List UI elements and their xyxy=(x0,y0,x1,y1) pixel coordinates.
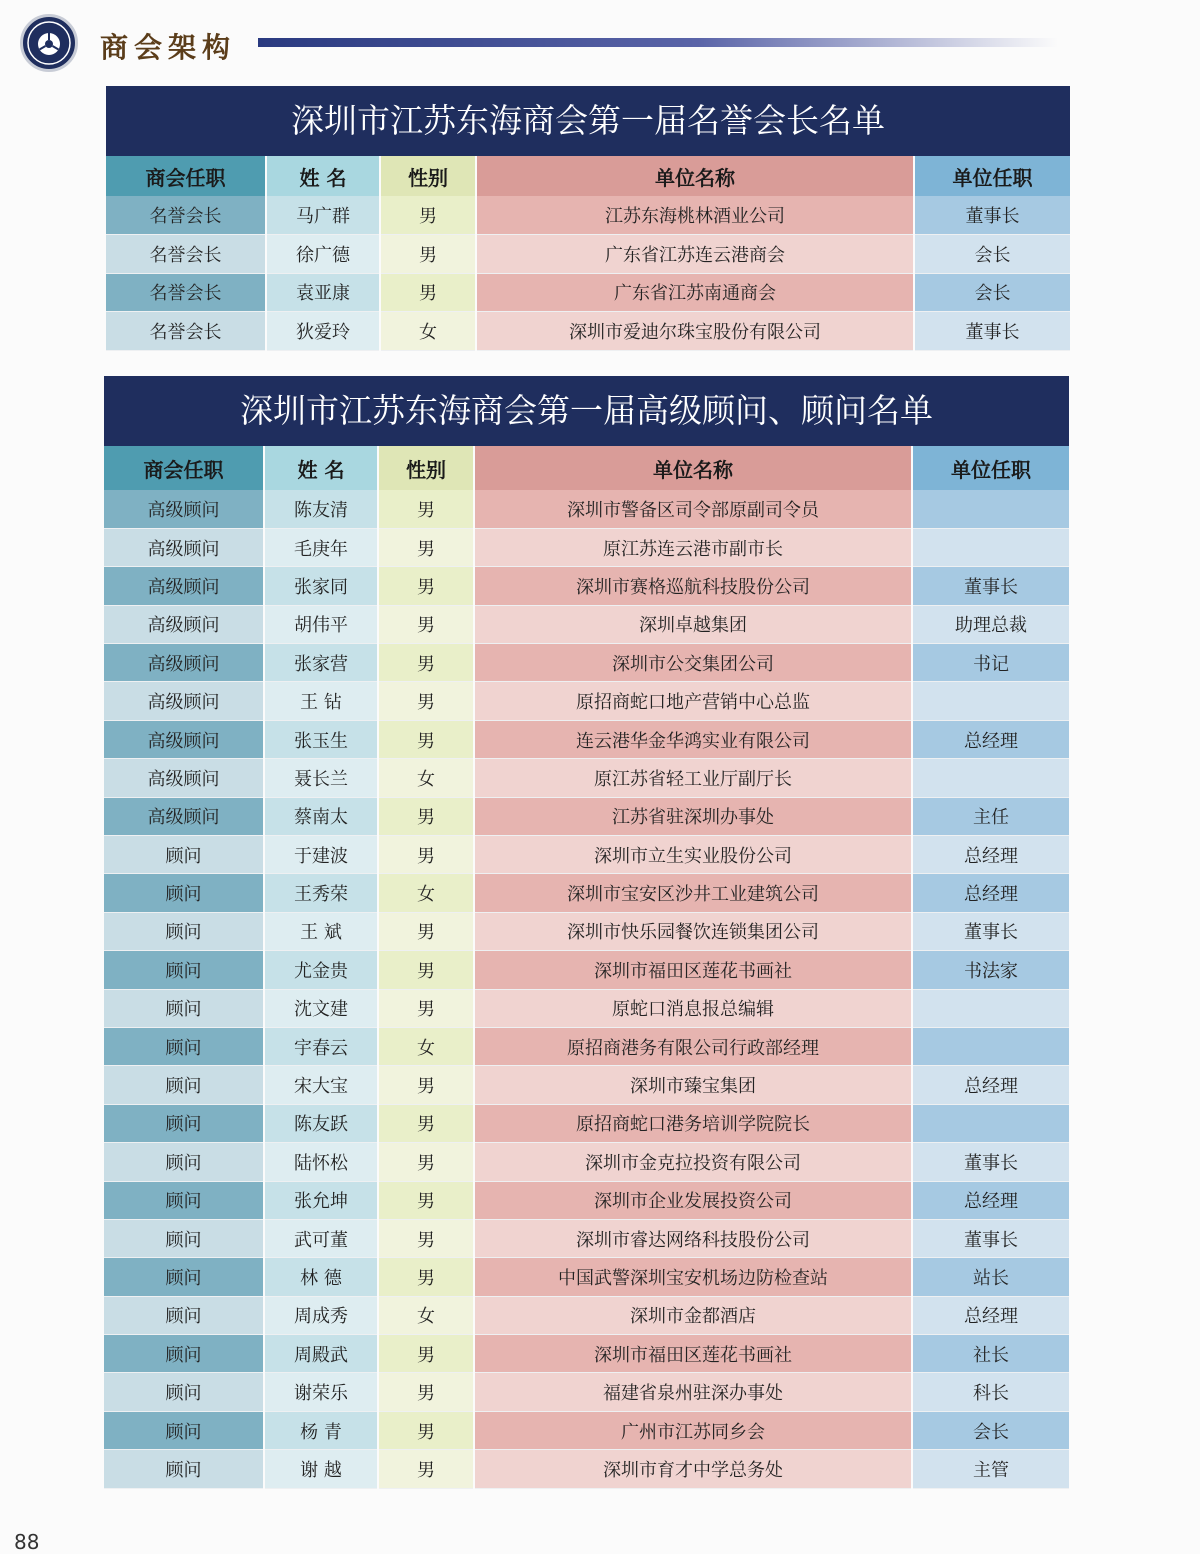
gender-cell: 女 xyxy=(378,874,474,912)
organization-cell: 深圳市臻宝集团 xyxy=(474,1066,912,1104)
organization-cell: 福建省泉州驻深办事处 xyxy=(474,1373,912,1411)
position-cell: 高级顾问 xyxy=(104,567,264,605)
position-cell: 顾问 xyxy=(104,1027,264,1065)
gender-cell: 女 xyxy=(380,312,476,351)
position-cell: 顾问 xyxy=(104,1373,264,1411)
organization-cell: 连云港华金华鸿实业有限公司 xyxy=(474,720,912,758)
organization-cell: 深圳市宝安区沙井工业建筑公司 xyxy=(474,874,912,912)
name-cell: 于建波 xyxy=(264,836,378,874)
table-row xyxy=(104,1027,1069,1065)
organization-cell: 江苏东海桃林酒业公司 xyxy=(476,196,914,235)
name-cell: 武可董 xyxy=(264,1219,378,1257)
name-cell: 周成秀 xyxy=(264,1296,378,1334)
table-row xyxy=(106,273,1070,312)
name-cell: 谢荣乐 xyxy=(264,1373,378,1411)
name-cell: 张玉生 xyxy=(264,720,378,758)
table-row xyxy=(104,1219,1069,1257)
organization-cell: 深圳市赛格巡航科技股份公司 xyxy=(474,567,912,605)
organization-cell: 深圳市育才中学总务处 xyxy=(474,1450,912,1488)
table-row xyxy=(104,1181,1069,1219)
page-number: 88 xyxy=(14,1530,40,1554)
organization-cell: 深圳市福田区莲花书画社 xyxy=(474,1335,912,1373)
section-title: 商会架构 xyxy=(100,31,237,64)
name-cell: 王 钻 xyxy=(264,682,378,720)
col-header-organization: 单位名称 xyxy=(474,446,912,490)
organization-cell: 深圳卓越集团 xyxy=(474,605,912,643)
position-cell: 高级顾问 xyxy=(104,605,264,643)
name-cell: 王秀荣 xyxy=(264,874,378,912)
gender-cell: 男 xyxy=(378,1066,474,1104)
position-cell: 顾问 xyxy=(104,1296,264,1334)
title-cell: 主管 xyxy=(912,1450,1069,1488)
title-cell: 会长 xyxy=(914,273,1070,312)
col-header-gender: 性别 xyxy=(378,446,474,490)
table-row xyxy=(104,797,1069,835)
gender-cell: 男 xyxy=(378,682,474,720)
organization-cell: 深圳市睿达网络科技股份公司 xyxy=(474,1219,912,1257)
position-cell: 顾问 xyxy=(104,874,264,912)
gender-cell: 男 xyxy=(378,720,474,758)
table-row xyxy=(104,1104,1069,1142)
position-cell: 名誉会长 xyxy=(106,196,266,235)
position-cell: 高级顾问 xyxy=(104,797,264,835)
gender-cell: 男 xyxy=(378,1373,474,1411)
col-header-title: 单位任职 xyxy=(912,446,1069,490)
gender-cell: 男 xyxy=(380,196,476,235)
name-cell: 王 斌 xyxy=(264,912,378,950)
title-cell xyxy=(912,1104,1069,1142)
table-row xyxy=(104,720,1069,758)
table-row xyxy=(104,1258,1069,1296)
position-cell: 名誉会长 xyxy=(106,235,266,274)
organization-cell: 深圳市快乐园餐饮连锁集团公司 xyxy=(474,912,912,950)
organization-cell: 广州市江苏同乡会 xyxy=(474,1411,912,1449)
name-cell: 聂长兰 xyxy=(264,759,378,797)
organization-cell: 深圳市金克拉投资有限公司 xyxy=(474,1143,912,1181)
position-cell: 顾问 xyxy=(104,951,264,989)
title-cell: 总经理 xyxy=(912,1296,1069,1334)
position-cell: 顾问 xyxy=(104,1411,264,1449)
position-cell: 高级顾问 xyxy=(104,682,264,720)
position-cell: 名誉会长 xyxy=(106,312,266,351)
gender-cell: 男 xyxy=(378,797,474,835)
title-cell: 社长 xyxy=(912,1335,1069,1373)
title-cell: 总经理 xyxy=(912,720,1069,758)
table-row xyxy=(104,912,1069,950)
name-cell: 尤金贵 xyxy=(264,951,378,989)
organization-cell: 深圳市爱迪尔珠宝股份有限公司 xyxy=(476,312,914,351)
gender-cell: 男 xyxy=(378,1181,474,1219)
table-row xyxy=(104,567,1069,605)
position-cell: 顾问 xyxy=(104,1066,264,1104)
name-cell: 谢 越 xyxy=(264,1450,378,1488)
gender-cell: 男 xyxy=(378,1258,474,1296)
title-cell xyxy=(912,682,1069,720)
title-cell: 书法家 xyxy=(912,951,1069,989)
table-row xyxy=(104,1373,1069,1411)
table-row xyxy=(104,490,1069,528)
title-cell: 总经理 xyxy=(912,1181,1069,1219)
title-cell: 助理总裁 xyxy=(912,605,1069,643)
gender-cell: 男 xyxy=(378,567,474,605)
name-cell: 陈友跃 xyxy=(264,1104,378,1142)
title-cell xyxy=(912,490,1069,528)
organization-cell: 深圳市公交集团公司 xyxy=(474,644,912,682)
name-cell: 蔡南太 xyxy=(264,797,378,835)
honorary-president-table xyxy=(106,86,1070,351)
advisor-table-title: 深圳市江苏东海商会第一届高级顾问、顾问名单 xyxy=(104,376,1069,446)
position-cell: 顾问 xyxy=(104,1181,264,1219)
advisor-table xyxy=(104,376,1069,1489)
honorary-header-row xyxy=(106,156,1070,196)
title-cell: 书记 xyxy=(912,644,1069,682)
name-cell: 陈友清 xyxy=(264,490,378,528)
table-row xyxy=(104,605,1069,643)
title-cell: 总经理 xyxy=(912,1066,1069,1104)
association-logo xyxy=(20,14,78,72)
position-cell: 高级顾问 xyxy=(104,528,264,566)
honorary-table-body xyxy=(106,196,1070,350)
title-cell xyxy=(912,759,1069,797)
table-row xyxy=(106,312,1070,351)
col-header-position: 商会任职 xyxy=(106,156,266,196)
table-row xyxy=(104,644,1069,682)
position-cell: 高级顾问 xyxy=(104,720,264,758)
gender-cell: 男 xyxy=(378,1411,474,1449)
gender-cell: 男 xyxy=(380,235,476,274)
col-header-name: 姓 名 xyxy=(264,446,378,490)
title-decoration-bar xyxy=(258,38,1058,47)
position-cell: 高级顾问 xyxy=(104,759,264,797)
gender-cell: 男 xyxy=(378,1450,474,1488)
name-cell: 陆怀松 xyxy=(264,1143,378,1181)
position-cell: 高级顾问 xyxy=(104,644,264,682)
table-row xyxy=(104,1296,1069,1334)
gender-cell: 男 xyxy=(378,836,474,874)
position-cell: 顾问 xyxy=(104,1450,264,1488)
title-cell: 总经理 xyxy=(912,874,1069,912)
gender-cell: 男 xyxy=(378,1104,474,1142)
name-cell: 杨 青 xyxy=(264,1411,378,1449)
gender-cell: 女 xyxy=(378,1027,474,1065)
name-cell: 周殿武 xyxy=(264,1335,378,1373)
name-cell: 狄爱玲 xyxy=(266,312,380,351)
organization-cell: 江苏省驻深圳办事处 xyxy=(474,797,912,835)
organization-cell: 深圳市立生实业股份公司 xyxy=(474,836,912,874)
title-cell: 董事长 xyxy=(912,567,1069,605)
gender-cell: 男 xyxy=(378,1143,474,1181)
name-cell: 马广群 xyxy=(266,196,380,235)
col-header-organization: 单位名称 xyxy=(476,156,914,196)
organization-cell: 深圳市警备区司令部原副司令员 xyxy=(474,490,912,528)
table-row xyxy=(104,682,1069,720)
name-cell: 沈文建 xyxy=(264,989,378,1027)
title-cell: 董事长 xyxy=(912,1143,1069,1181)
organization-cell: 原招商港务有限公司行政部经理 xyxy=(474,1027,912,1065)
gender-cell: 男 xyxy=(378,989,474,1027)
position-cell: 顾问 xyxy=(104,1258,264,1296)
gender-cell: 男 xyxy=(378,1219,474,1257)
table-row xyxy=(106,196,1070,235)
name-cell: 张家同 xyxy=(264,567,378,605)
table-row xyxy=(104,1335,1069,1373)
gender-cell: 男 xyxy=(378,644,474,682)
table-row xyxy=(104,1450,1069,1488)
position-cell: 顾问 xyxy=(104,1335,264,1373)
title-cell xyxy=(912,1027,1069,1065)
name-cell: 宋大宝 xyxy=(264,1066,378,1104)
title-cell: 会长 xyxy=(914,235,1070,274)
name-cell: 张家营 xyxy=(264,644,378,682)
gender-cell: 男 xyxy=(378,951,474,989)
name-cell: 袁亚康 xyxy=(266,273,380,312)
table-row xyxy=(104,874,1069,912)
position-cell: 高级顾问 xyxy=(104,490,264,528)
name-cell: 徐广德 xyxy=(266,235,380,274)
table-row xyxy=(104,836,1069,874)
title-cell: 主任 xyxy=(912,797,1069,835)
organization-cell: 广东省江苏连云港商会 xyxy=(476,235,914,274)
table-row xyxy=(104,528,1069,566)
name-cell: 林 德 xyxy=(264,1258,378,1296)
table-row xyxy=(104,989,1069,1027)
honorary-table-title: 深圳市江苏东海商会第一届名誉会长名单 xyxy=(106,86,1070,156)
table-row xyxy=(104,1143,1069,1181)
gender-cell: 男 xyxy=(378,528,474,566)
organization-cell: 原招商蛇口港务培训学院院长 xyxy=(474,1104,912,1142)
organization-cell: 原江苏连云港市副市长 xyxy=(474,528,912,566)
title-cell xyxy=(912,528,1069,566)
title-cell: 站长 xyxy=(912,1258,1069,1296)
position-cell: 顾问 xyxy=(104,1143,264,1181)
gender-cell: 女 xyxy=(378,1296,474,1334)
table-row xyxy=(104,1066,1069,1104)
position-cell: 名誉会长 xyxy=(106,273,266,312)
table-row xyxy=(104,1411,1069,1449)
organization-cell: 深圳市福田区莲花书画社 xyxy=(474,951,912,989)
name-cell: 张允坤 xyxy=(264,1181,378,1219)
position-cell: 顾问 xyxy=(104,1104,264,1142)
gender-cell: 男 xyxy=(378,490,474,528)
organization-cell: 原江苏省轻工业厅副厅长 xyxy=(474,759,912,797)
position-cell: 顾问 xyxy=(104,912,264,950)
gender-cell: 男 xyxy=(378,1335,474,1373)
gender-cell: 男 xyxy=(378,912,474,950)
table-row xyxy=(106,235,1070,274)
name-cell: 胡伟平 xyxy=(264,605,378,643)
organization-cell: 深圳市企业发展投资公司 xyxy=(474,1181,912,1219)
title-cell: 董事长 xyxy=(914,196,1070,235)
organization-cell: 广东省江苏南通商会 xyxy=(476,273,914,312)
title-cell: 科长 xyxy=(912,1373,1069,1411)
gender-cell: 女 xyxy=(378,759,474,797)
title-cell: 董事长 xyxy=(912,1219,1069,1257)
gender-cell: 男 xyxy=(378,605,474,643)
organization-cell: 原蛇口消息报总编辑 xyxy=(474,989,912,1027)
gender-cell: 男 xyxy=(380,273,476,312)
col-header-title: 单位任职 xyxy=(914,156,1070,196)
col-header-name: 姓 名 xyxy=(266,156,380,196)
table-row xyxy=(104,951,1069,989)
col-header-gender: 性别 xyxy=(380,156,476,196)
position-cell: 顾问 xyxy=(104,989,264,1027)
organization-cell: 深圳市金都酒店 xyxy=(474,1296,912,1334)
title-cell: 董事长 xyxy=(914,312,1070,351)
organization-cell: 原招商蛇口地产营销中心总监 xyxy=(474,682,912,720)
position-cell: 顾问 xyxy=(104,836,264,874)
table-row xyxy=(104,759,1069,797)
title-cell: 总经理 xyxy=(912,836,1069,874)
position-cell: 顾问 xyxy=(104,1219,264,1257)
name-cell: 毛庚年 xyxy=(264,528,378,566)
title-cell: 董事长 xyxy=(912,912,1069,950)
advisor-header-row xyxy=(104,446,1069,490)
organization-cell: 中国武警深圳宝安机场边防检查站 xyxy=(474,1258,912,1296)
advisor-table-body xyxy=(104,490,1069,1488)
name-cell: 宇春云 xyxy=(264,1027,378,1065)
title-cell xyxy=(912,989,1069,1027)
col-header-position: 商会任职 xyxy=(104,446,264,490)
title-cell: 会长 xyxy=(912,1411,1069,1449)
